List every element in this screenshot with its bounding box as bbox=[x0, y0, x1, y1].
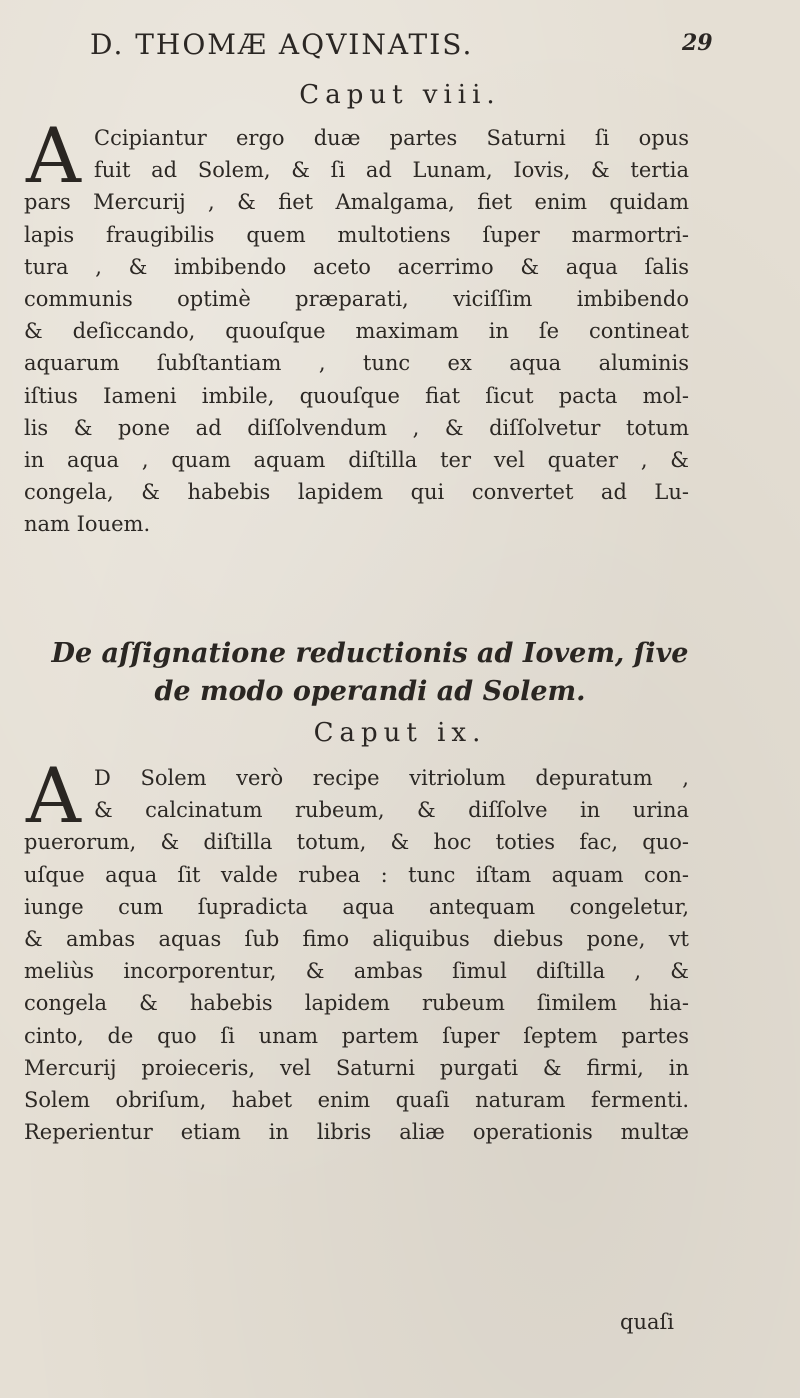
text-line: congela & habebis lapidem rubeum ſimilem hia- bbox=[24, 991, 689, 1016]
section-heading-line-1: De aſſignatione reductionis ad Iovem, ſive bbox=[51, 638, 689, 669]
text-line: Ccipiantur ergo duæ partes Saturni ſi opus bbox=[94, 126, 689, 150]
text-line: aquarum ſubſtantiam , tunc ex aqua aluminis bbox=[24, 351, 689, 376]
text-line: fuit ad Solem, & ſi ad Lunam, Iovis, & tertia bbox=[94, 158, 689, 183]
text-line: puerorum, & diſtilla totum, & hoc toties fac, quo- bbox=[24, 830, 689, 855]
text-line: nam Iouem. bbox=[24, 512, 151, 537]
chapter-8-text bbox=[24, 111, 689, 540]
text-line: iſtius Iameni imbile, quouſque fiat ſicut pacta mol- bbox=[24, 383, 689, 408]
chapter-8-heading: Caput viii. bbox=[299, 80, 501, 110]
text-line: cinto, de quo ſi unam partem ſuper ſeptem partes bbox=[24, 1023, 689, 1048]
text-line: & ambas aquas ſub fimo aliquibus diebus pone, vt bbox=[24, 926, 689, 951]
text-line: uſque aqua ſit valde rubea : tunc iſtam aquam con- bbox=[24, 862, 689, 887]
drop-cap-chapter-9: A bbox=[26, 751, 81, 840]
text-line: lis & pone ad diſſolvendum , & diſſolvetur totum bbox=[24, 415, 689, 440]
running-head-title: D. THOMÆ AQVINATIS. bbox=[90, 28, 474, 61]
drop-cap-chapter-8: A bbox=[26, 111, 81, 200]
text-line: in aqua , quam aquam diſtilla ter vel quater , & bbox=[24, 447, 689, 472]
text-line: lapis fraugibilis quem multotiens ſuper marmortri- bbox=[24, 222, 689, 247]
running-head bbox=[90, 28, 690, 61]
chapter-9-text bbox=[24, 751, 689, 1148]
text-line: & deſiccando, quouſque maximam in ſe contineat bbox=[24, 319, 689, 344]
section-heading-line-2: de modo operandi ad Solem. bbox=[154, 676, 586, 707]
text-line: pars Mercurij , & fiet Amalgama, fiet enim quidam bbox=[24, 190, 689, 215]
text-line: iunge cum ſupradicta aqua antequam congeletur, bbox=[24, 894, 689, 919]
text-line: Mercurij proieceris, vel Saturni purgati & firmi, in bbox=[24, 1055, 689, 1080]
text-line: & calcinatum rubeum, & diſſolve in urina bbox=[94, 798, 689, 823]
page-number: 29 bbox=[682, 30, 713, 56]
text-line: tura , & imbibendo aceto acerrimo & aqua ſalis bbox=[24, 254, 689, 279]
text-line: meliùs incorporentur, & ambas ſimul diſtilla , & bbox=[24, 959, 689, 984]
text-line: Reperientur etiam in libris aliæ operationis multæ bbox=[24, 1120, 689, 1145]
text-line: Solem obriſum, habet enim quaſi naturam fermenti. bbox=[24, 1087, 689, 1112]
catchword: quaſi bbox=[620, 1310, 674, 1334]
section-heading bbox=[0, 635, 740, 711]
text-line: congela, & habebis lapidem qui convertet ad Lu- bbox=[24, 480, 689, 505]
chapter-9-heading: Caput ix. bbox=[313, 718, 487, 748]
text-line: D Solem verò recipe vitriolum depuratum , bbox=[94, 766, 689, 790]
text-line: communis optimè præparati, viciſſim imbibendo bbox=[24, 286, 689, 311]
